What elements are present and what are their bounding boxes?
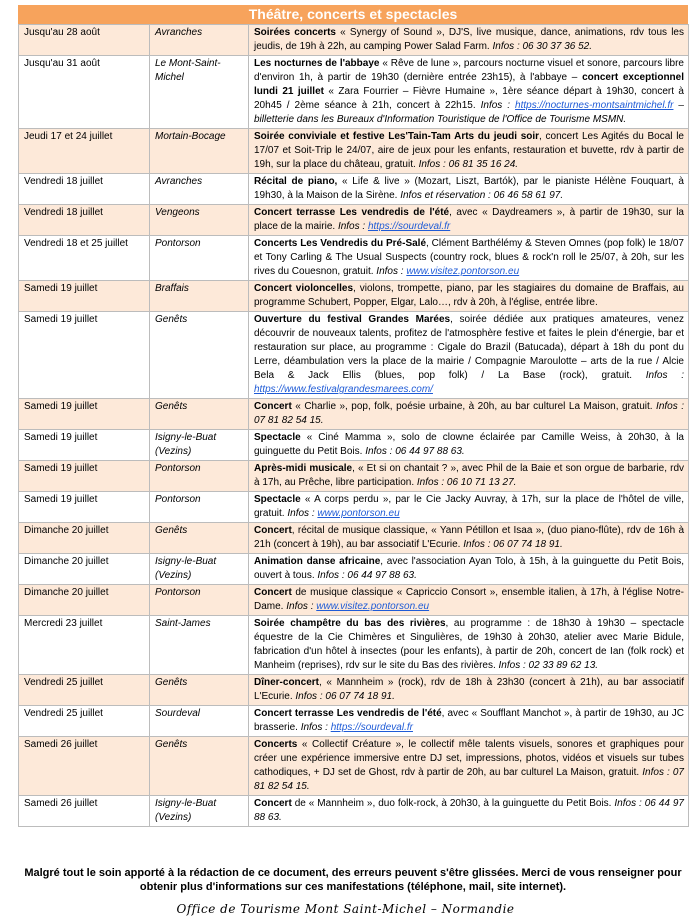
event-title: Spectacle bbox=[254, 494, 301, 505]
event-link[interactable]: www.visitez.pontorson.eu bbox=[316, 601, 430, 612]
event-info: Infos : bbox=[287, 508, 318, 519]
event-title: Animation danse africaine bbox=[254, 556, 381, 567]
event-link[interactable]: https://sourdeval.fr bbox=[367, 221, 451, 232]
event-info: Infos : 06 30 37 36 52. bbox=[492, 41, 593, 52]
event-date: Jeudi 17 et 24 juillet bbox=[19, 129, 150, 174]
event-row bbox=[19, 281, 689, 312]
event-text: « A corps perdu », par le Cie Jacky Auvray, à 17h, sur la place de l'hôtel de ville, gratuit. bbox=[254, 494, 684, 519]
event-date: Mercredi 23 juillet bbox=[19, 616, 150, 675]
event-date: Samedi 26 juillet bbox=[19, 737, 150, 796]
event-title: Soirée champêtre du bas des rivières bbox=[254, 618, 446, 629]
event-description bbox=[249, 312, 689, 399]
event-row bbox=[19, 312, 689, 399]
event-row bbox=[19, 430, 689, 461]
event-description bbox=[249, 737, 689, 796]
event-description bbox=[249, 399, 689, 430]
disclaimer: Malgré tout le soin apporté à la rédaction de ce document, des erreurs peuvent s'être glissées. Merci de vous renseigner pour obtenir plus d'informations sur ces manifestations (téléphone, mail, site internet). bbox=[24, 867, 682, 893]
event-place: Sourdeval bbox=[150, 706, 249, 737]
event-row bbox=[19, 492, 689, 523]
event-text: , au programme : de 18h30 à 19h30 – spectacle équestre de la Cie Chimères et Singulières, de 19h30 à 20h30, atelier avec Marie Bidule, fabrication d'un hôtel à insectes (pour les enfants), à partir de 20h, concert de Ian (folk rock) et Manheim (reprises), rdv sur le site du Bas des rivières. bbox=[254, 618, 684, 671]
event-info: – billetterie dans les Bureaux d'Information Touristique de l'Office de Tourisme MSMN. bbox=[254, 100, 684, 125]
event-title: Ouverture du festival Grandes Marées bbox=[254, 314, 451, 325]
event-title: Concert terrasse Les vendredis de l'été bbox=[254, 207, 450, 218]
event-text: , avec l'association Ayan Tolo, à 15h, à la guinguette du Petit Bois, ouvert à tous. bbox=[254, 556, 684, 581]
event-link[interactable]: https://www.festivalgrandesmarees.com/ bbox=[254, 384, 433, 395]
section-title: Théâtre, concerts et spectacles bbox=[18, 5, 688, 24]
events-table bbox=[18, 24, 689, 827]
event-description bbox=[249, 25, 689, 56]
event-description bbox=[249, 492, 689, 523]
event-text: « Ciné Mamma », solo de clowne éclairée par Camille Weiss, à 20h30, à la guinguette du Petit Bois. bbox=[254, 432, 684, 457]
event-row bbox=[19, 461, 689, 492]
event-place: Pontorson bbox=[150, 461, 249, 492]
event-date: Vendredi 25 juillet bbox=[19, 706, 150, 737]
event-date: Dimanche 20 juillet bbox=[19, 585, 150, 616]
event-link[interactable]: https://sourdeval.fr bbox=[330, 722, 413, 733]
event-text: , concert Les Agités du Bocal le 17/07 et Soit-Trip le 24/07, aire de jeux pour les enfants, restauration et buvette, rdv à partir de 19h, sur la place du château, gratuit. bbox=[254, 131, 684, 170]
event-title: Dîner-concert bbox=[254, 677, 320, 688]
event-text: « Collectif Créature », le collectif mêle talents visuels, sonores et graphiques pour créer une expérience immersive entre DJ set, impressions, photos, vidéos et visuels sur tubes cathodiques, + DJ set de Ghost, rdv à partir de 20h, au bar culturel La Maison, gratuit. bbox=[254, 739, 684, 778]
event-text: « Zara Fourrier – Fièvre Humaine », 1ère séance départ à 19h30, concert à 20h45 / 2ème séance à 21h, concert à 22h15. bbox=[254, 86, 684, 111]
event-info: Infos : 06 44 97 88 63. bbox=[254, 798, 684, 823]
event-info: Infos : bbox=[480, 100, 516, 111]
event-place: Isigny-le-Buat (Vezins) bbox=[150, 796, 249, 827]
event-info: Infos : bbox=[376, 266, 407, 277]
event-date: Dimanche 20 juillet bbox=[19, 554, 150, 585]
event-text: de musique classique « Capriccio Consort », ensemble italien, à 17h, à l'église Notre-Dame. bbox=[254, 587, 684, 612]
event-description bbox=[249, 205, 689, 236]
event-info: Infos : bbox=[645, 370, 684, 381]
event-info: Infos : 07 81 82 54 15. bbox=[254, 767, 684, 792]
event-info: Infos : 06 81 35 16 24. bbox=[418, 159, 519, 170]
event-text: , soirée dédiée aux pratiques amateures, venez découvrir de nouveaux talents, profitez de l'atmosphère festive et faites le plein d'énergie, bar et restauration sur place, au programme : Cigale do Brazil (Batucada), départ à 18h du pont du Lerre, déambulation vers la place de la mairie / Compagnie Maroulotte – arts de la rue / Alcie Bela & Jack Ellis (blues, pop folk) / La Base (rock), gratuit. bbox=[254, 314, 685, 381]
event-info: Infos : bbox=[337, 221, 368, 232]
event-place: Saint-James bbox=[150, 616, 249, 675]
event-description bbox=[249, 706, 689, 737]
event-date: Dimanche 20 juillet bbox=[19, 523, 150, 554]
event-place: Pontorson bbox=[150, 492, 249, 523]
event-description bbox=[249, 616, 689, 675]
event-date: Vendredi 25 juillet bbox=[19, 675, 150, 706]
event-place: Le Mont-Saint-Michel bbox=[150, 56, 249, 129]
event-row bbox=[19, 129, 689, 174]
event-row bbox=[19, 399, 689, 430]
event-date: Jusqu'au 28 août bbox=[19, 25, 150, 56]
event-title: Concert terrasse Les vendredis de l'été bbox=[254, 708, 442, 719]
event-date: Samedi 19 juillet bbox=[19, 281, 150, 312]
event-row bbox=[19, 174, 689, 205]
event-place: Avranches bbox=[150, 174, 249, 205]
event-date: Samedi 19 juillet bbox=[19, 430, 150, 461]
event-description bbox=[249, 523, 689, 554]
event-place: Pontorson bbox=[150, 236, 249, 281]
event-place: Braffais bbox=[150, 281, 249, 312]
event-text: , violons, trompette, piano, par les stagiaires du domaine de Braffais, au programme Schubert, Popper, Elgar, Lalo…, rdv à 20h, à l'église, entrée libre. bbox=[254, 283, 684, 308]
event-info: Infos : 02 33 89 62 13. bbox=[498, 660, 599, 671]
event-row bbox=[19, 56, 689, 129]
event-row bbox=[19, 737, 689, 796]
event-place: Genêts bbox=[150, 737, 249, 796]
event-title: Les nocturnes de l'abbaye bbox=[254, 58, 380, 69]
event-description bbox=[249, 281, 689, 312]
event-text: , « Et si on chantait ? », avec Phil de la Baie et son orgue de barbarie, rdv à 17h, au Prêche, libre participation. bbox=[254, 463, 684, 488]
event-date: Jusqu'au 31 août bbox=[19, 56, 150, 129]
event-date: Samedi 19 juillet bbox=[19, 399, 150, 430]
event-title: Spectacle bbox=[254, 432, 301, 443]
event-place: Isigny-le-Buat (Vezins) bbox=[150, 430, 249, 461]
event-title: Concert bbox=[254, 401, 292, 412]
event-date: Samedi 19 juillet bbox=[19, 312, 150, 399]
event-place: Genêts bbox=[150, 312, 249, 399]
event-title: Concerts Les Vendredis du Pré-Salé bbox=[254, 238, 427, 249]
event-place: Vengeons bbox=[150, 205, 249, 236]
event-description bbox=[249, 129, 689, 174]
event-text: , récital de musique classique, « Yann Pétillon et Isaa », (duo piano-flûte), rdv de 16h à 21h (concert à 19h), au bar associatif L'Ecurie. bbox=[254, 525, 684, 550]
event-title: Concerts bbox=[254, 739, 298, 750]
event-row bbox=[19, 796, 689, 827]
event-date: Vendredi 18 juillet bbox=[19, 174, 150, 205]
event-row bbox=[19, 585, 689, 616]
event-date: Samedi 19 juillet bbox=[19, 461, 150, 492]
event-text: , « Mannheim » (rock), rdv de 18h à 23h30 (concert à 21h), au bar associatif L'Ecurie. bbox=[254, 677, 684, 702]
event-description bbox=[249, 675, 689, 706]
event-row bbox=[19, 706, 689, 737]
signature: Office de Tourisme Mont Saint-Michel – Normandie bbox=[176, 902, 515, 916]
event-title: Concert bbox=[254, 798, 292, 809]
event-place: Isigny-le-Buat (Vezins) bbox=[150, 554, 249, 585]
event-date: Vendredi 18 et 25 juillet bbox=[19, 236, 150, 281]
event-title: Concert bbox=[254, 525, 292, 536]
event-text: « Synergy of Sound », DJ'S, live musique, dance, animations, rdv tous les jeudis, de 19h à 22h, au camping Power Salad Farm. bbox=[254, 27, 684, 52]
event-row bbox=[19, 205, 689, 236]
event-place: Pontorson bbox=[150, 585, 249, 616]
event-description bbox=[249, 554, 689, 585]
event-row bbox=[19, 236, 689, 281]
event-text: « Charlie », pop, folk, poésie urbaine, à 20h, au bar culturel La Maison, gratuit. bbox=[291, 401, 657, 412]
event-info: Infos : 06 07 74 18 91. bbox=[463, 539, 563, 550]
event-row bbox=[19, 554, 689, 585]
event-info: Infos : 06 44 97 88 63. bbox=[365, 446, 465, 457]
event-date: Samedi 26 juillet bbox=[19, 796, 150, 827]
event-title: Récital de piano, bbox=[254, 176, 338, 187]
event-row bbox=[19, 523, 689, 554]
event-row bbox=[19, 25, 689, 56]
event-info: Infos : bbox=[300, 722, 331, 733]
event-text: , Clément Barthélémy & Steven Omnes (pop folk) le 18/07 et Tony Carling & The Usual Suspects (country rock, blues & rock'n roll le 25/07, à 20h, sur les rives du Couesnon, gratuit. bbox=[254, 238, 684, 277]
event-description bbox=[249, 796, 689, 827]
event-title: concert exceptionnel lundi 21 juillet bbox=[254, 72, 685, 97]
event-title: Soirée conviviale et festive Les'Tain-Tam Arts du jeudi soir bbox=[254, 131, 540, 142]
event-text: , avec « Daydreamers », à partir de 19h30, sur la place de la mairie. bbox=[254, 207, 684, 232]
event-link[interactable]: https://nocturnes-montsaintmichel.fr bbox=[515, 100, 674, 111]
event-place: Genêts bbox=[150, 399, 249, 430]
event-title: Après-midi musicale bbox=[254, 463, 353, 474]
event-link[interactable]: www.visitez.pontorson.eu bbox=[406, 266, 520, 277]
event-link[interactable]: www.pontorson.eu bbox=[317, 508, 400, 519]
event-description bbox=[249, 585, 689, 616]
event-text: , avec « Soufflant Manchot », à partir de 19h30, au JC brasserie. bbox=[254, 708, 684, 733]
event-info: Infos et réservation : 06 46 58 61 97. bbox=[400, 190, 564, 201]
event-place: Genêts bbox=[150, 523, 249, 554]
event-date: Vendredi 18 juillet bbox=[19, 205, 150, 236]
event-text: « Life & live » (Mozart, Liszt, Bartók), par le pianiste Hélène Fouquart, à 19h30, à la Maison de la Sirène. bbox=[254, 176, 684, 201]
event-title: Concert violoncelles bbox=[254, 283, 354, 294]
event-date: Samedi 19 juillet bbox=[19, 492, 150, 523]
event-title: Concert bbox=[254, 587, 292, 598]
event-description bbox=[249, 430, 689, 461]
event-place: Mortain-Bocage bbox=[150, 129, 249, 174]
event-place: Genêts bbox=[150, 675, 249, 706]
event-description bbox=[249, 174, 689, 205]
event-description bbox=[249, 461, 689, 492]
event-title: Soirées concerts bbox=[254, 27, 336, 38]
events-body bbox=[19, 25, 689, 827]
event-description bbox=[249, 236, 689, 281]
event-info: Infos : bbox=[286, 601, 317, 612]
event-description bbox=[249, 56, 689, 129]
event-text: de « Mannheim », duo folk-rock, à 20h30, à la guinguette du Petit Bois. bbox=[291, 798, 615, 809]
event-row bbox=[19, 616, 689, 675]
event-info: Infos : 06 44 97 88 63. bbox=[317, 570, 417, 581]
event-place: Avranches bbox=[150, 25, 249, 56]
event-info: Infos : 06 10 71 13 27. bbox=[416, 477, 517, 488]
event-row bbox=[19, 675, 689, 706]
event-info: Infos : 06 07 74 18 91. bbox=[295, 691, 395, 702]
event-info: Infos : 07 81 82 54 15. bbox=[254, 401, 684, 426]
event-text: « Rêve de lune », parcours nocturne visuel et sonore, parcours libre d'environ 1h, à partir de 19h30 (dernière entrée 23h15), à l'abbaye – bbox=[254, 58, 684, 83]
